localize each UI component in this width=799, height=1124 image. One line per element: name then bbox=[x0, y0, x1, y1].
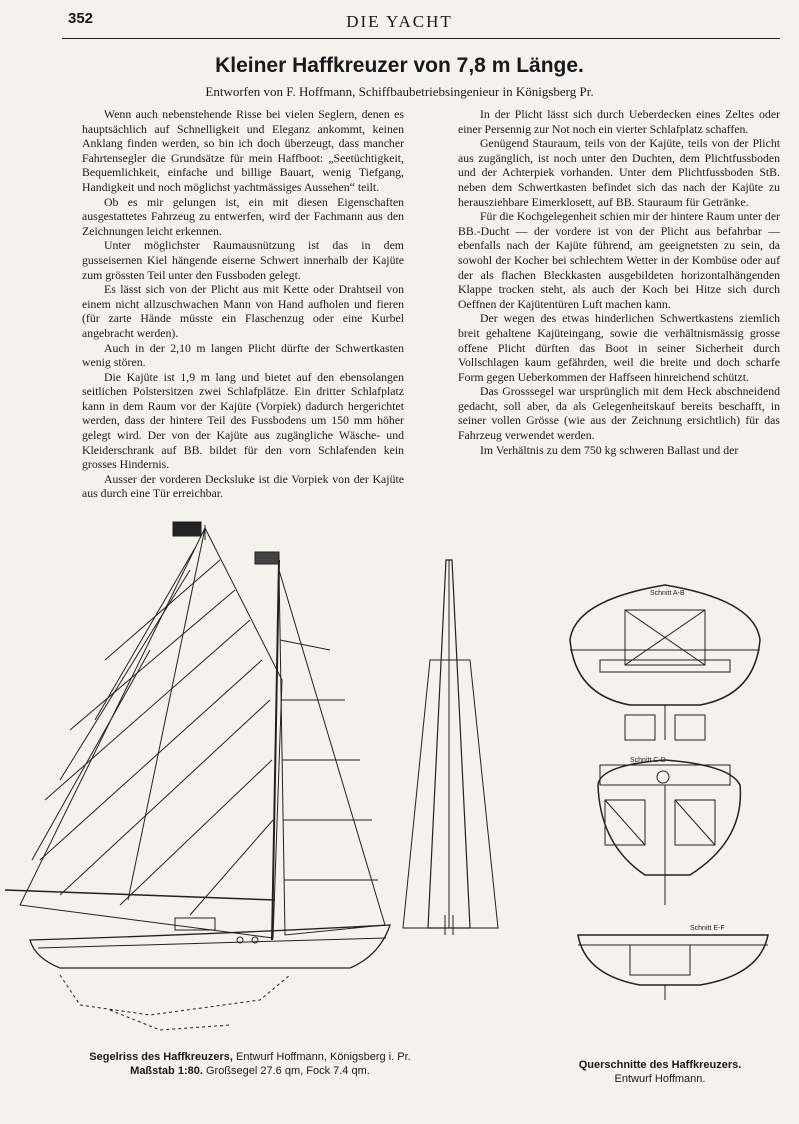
paragraph: Ob es mir gelungen ist, ein mit diesen Eigenschaften ausgestattetes Fahrzeug zu entwerfen, wird der Fachmann aus den Zeichnungen leicht erkennen. bbox=[82, 194, 404, 238]
section-label: Schnitt C-D bbox=[630, 757, 666, 764]
paragraph: Genügend Stauraum, teils von der Kajüte, teils von der Plicht aus zugänglich, ist noch unter den Duchten, dem Plichtfussboden und der Achterpiek vorhanden. Unter dem Plichtfussboden StB. neben dem Schwertkasten befindet sich das nach der Kajüte zu herausziehbare Eimerklosett, auf BB. Stauraum für Getränke. bbox=[458, 136, 780, 209]
caption-text: Entwurf Hoffmann. bbox=[614, 1073, 706, 1085]
mast-drawing bbox=[403, 560, 498, 935]
paragraph: Unter möglichster Raumausnützung ist das in dem gusseisernen Kiel hängende eiserne Schwert innerhalb der Kajüte zum grössten Teil unter den Fussboden gelegt. bbox=[82, 238, 404, 282]
caption-text: Großsegel 27.6 qm, Fock 7.4 qm. bbox=[205, 1065, 370, 1077]
paragraph: Es lässt sich von der Plicht aus mit Kette oder Drahtseil von einem nicht allzuschwachen Mann von Hand aufholen und fieren (für zarte Hände müsste ein Flaschenzug oder eine Kurbel angebracht werden). bbox=[82, 282, 404, 340]
paragraph: Für die Kochgelegenheit schien mir der hintere Raum unter der BB.-Ducht — der vordere ist von der Plicht aus befahrbar — ebenfalls nach der Kajüte führend, am geeignetsten zu sein, da sowohl der Kocher bei schlechtem Wetter in der Kombüse oder auf der als flachen Bleckkasten ausgebildeten horizontalhängenden Klappe trocken steht, als auch der Koch bei Hitze sich durch Oeffnen der Kajütentüren Luft machen kann. bbox=[458, 209, 780, 311]
caption-bold: Querschnitte des Haffkreuzers. bbox=[578, 1059, 742, 1071]
cross-section-e-f bbox=[578, 925, 768, 1000]
flag-icon bbox=[173, 522, 201, 536]
paragraph: Auch in der 2,10 m langen Plicht dürfte der Schwertkasten wenig stören. bbox=[82, 340, 404, 370]
paragraph: Das Grosssegel war ursprünglich mit dem Heck abschneidend gedacht, soll aber, da als Gelegenheitskauf bereits beschafft, in seiner vollen Grösse (wie aus der Zeichnung ersichtlich) für das Fahrzeug verwendet werden. bbox=[458, 384, 780, 443]
section-label: Schnitt E-F bbox=[690, 925, 725, 932]
paragraph: Die Kajüte ist 1,9 m lang und bietet auf den ebensolangen seitlichen Polstersitzen zwei Schlafplätze. Ein dritter Schlafplatz kann in dem Raum vor der Kajüte (Vorpiek) dadurch hergerichtet werden, dass der hintere Teil des Fussbodens um 150 mm höher gelegt wird. Der von der Kajüte aus zugängliche Wäsche- und Kleiderschrank auf BB. bildet für den vorn Schlafenden kein grosses Hindernis. bbox=[82, 369, 404, 472]
sail-plan-drawing bbox=[5, 522, 390, 1030]
cross-section-a-b bbox=[570, 585, 760, 740]
paragraph: Im Verhältnis zu dem 750 kg schweren Ballast und der bbox=[480, 442, 739, 457]
sail-plan-caption bbox=[40, 1050, 460, 1078]
text-column-left bbox=[82, 107, 404, 501]
paragraph: In der Plicht lässt sich durch Ueberdecken eines Zeltes oder einer Persennig zur Not noch ein vierter Schlafplatz schaffen. bbox=[458, 107, 780, 136]
cross-section-c-d bbox=[598, 757, 740, 905]
cross-section-caption bbox=[560, 1058, 760, 1086]
section-label: Schnitt A-B bbox=[650, 590, 685, 597]
page-number: 352 bbox=[68, 10, 94, 27]
text-column-right bbox=[458, 107, 780, 457]
paragraph: Der wegen des etwas hinderlichen Schwertkastens ziemlich breit gehaltene Kajüteingang, sowie die verhältnismässig grosse offene Plicht dürften das Boot in seiner Sicherheit durch Vollschlagen kaum gefährden, weil die breite und doch scharfe Form gegen Ueberkommen der Haffseen hinreichend schützt. bbox=[458, 311, 780, 384]
paragraph: Wenn auch nebenstehende Risse bei vielen Seglern, denen es hauptsächlich auf Schnelligkeit und Eleganz ankommt, keinen Anklang finden werden, so bin ich doch überzeugt, dass mancher Fahrtensegler die Grundsätze für mein Haffboot: „Seetüchtigkeit, Bequemlichkeit, einfache und billige Bauart, wenig Tiefgang, Handigkeit und noch möglichst yachtmässiges Aussehen“ teilt. bbox=[82, 107, 404, 194]
article-subtitle: Entworfen von F. Hoffmann, Schiffbaubetriebsingenieur in Königsberg Pr. bbox=[205, 84, 594, 99]
caption-text: Entwurf Hoffmann, Königsberg i. Pr. bbox=[236, 1051, 411, 1063]
caption-bold: Segelriss des Haffkreuzers, bbox=[89, 1051, 233, 1063]
article-title: Kleiner Haffkreuzer von 7,8 m Länge. bbox=[215, 54, 584, 77]
running-title: DIE YACHT bbox=[346, 12, 453, 31]
caption-bold: Maßstab 1:80. bbox=[130, 1065, 203, 1077]
header-rule bbox=[62, 38, 780, 39]
drawings-figure bbox=[0, 510, 799, 1050]
flag-icon bbox=[255, 552, 279, 564]
paragraph: Ausser der vorderen Decksluke ist die Vorpiek von der Kajüte aus durch eine Tür erreichbar. bbox=[82, 471, 404, 501]
